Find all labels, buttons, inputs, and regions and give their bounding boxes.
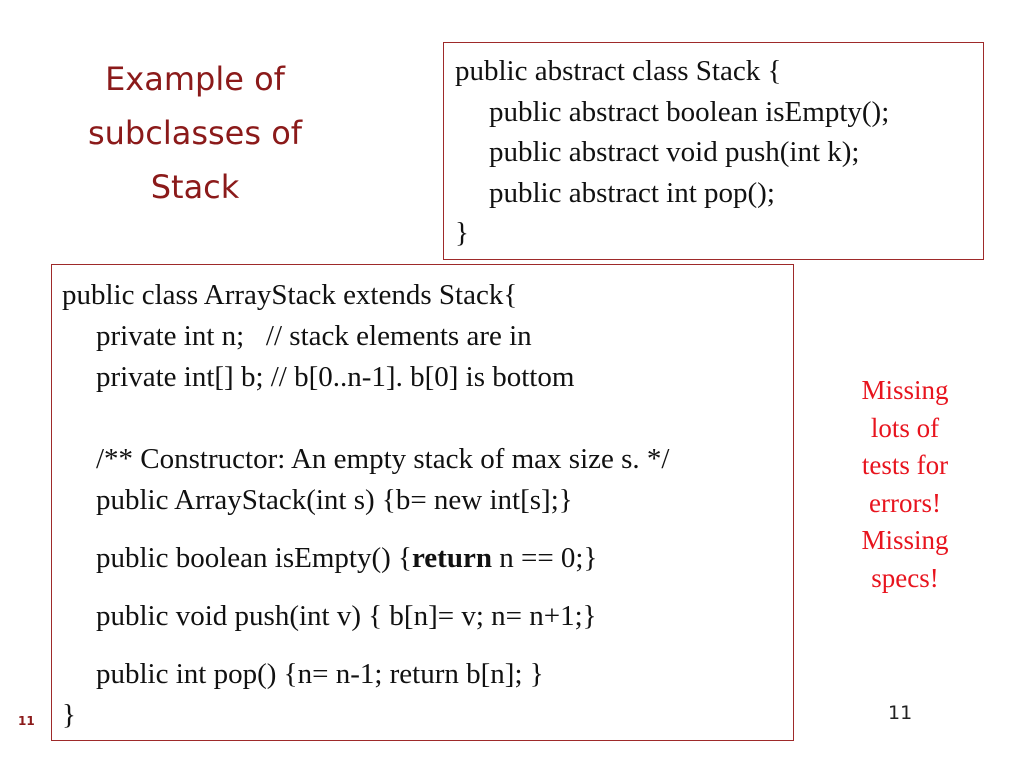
- slide-title-line: Example of: [105, 60, 285, 98]
- stack-class-code-box: [443, 42, 984, 260]
- note-line: Missing: [861, 375, 949, 405]
- code-line: public int pop() {n= n-1; return b[n]; }: [96, 658, 544, 690]
- slide-title-line: subclasses of: [87, 114, 303, 152]
- code-fragment: public boolean isEmpty() {: [96, 542, 412, 574]
- page-number: 11: [888, 702, 913, 724]
- code-line: /** Constructor: An empty stack of max size s. */: [96, 443, 670, 475]
- code-line: public abstract boolean isEmpty();: [489, 95, 890, 128]
- note-line: lots of: [870, 412, 940, 443]
- slide-title: [60, 52, 330, 214]
- code-line: private int n; // stack elements are in: [96, 320, 532, 352]
- code-line: public ArrayStack(int s) {b= new int[s];}: [96, 484, 573, 516]
- code-line: }: [62, 699, 76, 731]
- arraystack-class-code-box: [51, 264, 794, 741]
- note-line: errors!: [869, 487, 941, 518]
- code-fragment: n == 0;}: [491, 542, 598, 574]
- code-line: private int[] b; // b[0..n-1]. b[0] is bottom: [96, 361, 575, 393]
- code-line: public class ArrayStack extends Stack{: [62, 279, 518, 311]
- code-line: public abstract class Stack {: [455, 55, 782, 87]
- code-line: public abstract void push(int k);: [489, 136, 860, 168]
- missing-tests-note: [836, 372, 974, 597]
- blank-line: [62, 398, 793, 439]
- slide-title-line: Stack: [150, 168, 240, 206]
- footer-slide-number: 11: [18, 714, 35, 728]
- note-line: tests for: [861, 450, 949, 480]
- code-line: public void push(int v) { b[n]= v; n= n+1;}: [96, 600, 597, 632]
- code-line: [62, 538, 793, 579]
- note-line: specs!: [871, 562, 939, 593]
- code-line: public abstract int pop();: [489, 176, 775, 209]
- note-line: Missing: [861, 525, 949, 555]
- return-keyword: return: [411, 542, 492, 574]
- code-line: }: [455, 217, 469, 249]
